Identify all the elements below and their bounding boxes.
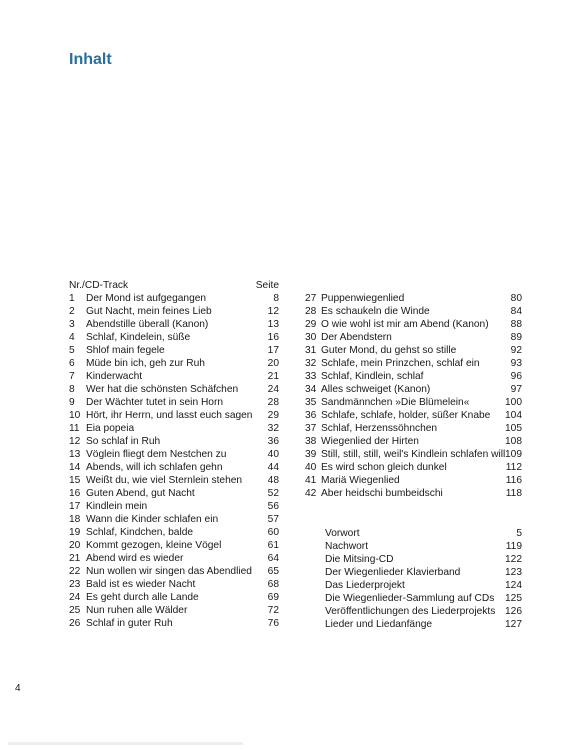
toc-entry-page: 96: [510, 371, 522, 382]
toc-entry-page: 36: [267, 436, 279, 447]
toc-entry: [305, 605, 522, 618]
toc-entry: [305, 540, 522, 553]
toc-entry-page: 12: [267, 306, 279, 317]
toc-entry-number: 1: [69, 293, 75, 304]
toc-entry-title: Alles schweiget (Kanon): [321, 384, 431, 395]
toc-entry-title: Schlafe, schlafe, holder, süßer Knabe: [321, 410, 491, 421]
toc-entry-number: 18: [69, 514, 81, 525]
toc-entry-title: Kommt gezogen, kleine Vögel: [86, 540, 222, 551]
toc-entry-number: 39: [305, 449, 317, 460]
toc-entry-title: Guten Abend, gut Nacht: [86, 488, 195, 499]
toc-entry-page: 108: [505, 436, 522, 447]
toc-entry-number: 38: [305, 436, 317, 447]
toc-entry-title: Wer hat die schönsten Schäfchen: [86, 384, 239, 395]
toc-entry: [69, 578, 279, 591]
toc-entry-number: 36: [305, 410, 317, 421]
toc-entry-page: 21: [267, 371, 279, 382]
toc-entry-page: 48: [267, 475, 279, 486]
toc-entry: [305, 292, 522, 305]
toc-entry-page: 57: [267, 514, 279, 525]
toc-entry: [69, 552, 279, 565]
toc-entry: [69, 500, 279, 513]
toc-entry-page: 100: [505, 397, 522, 408]
toc-entry-title: Wiegenlied der Hirten: [321, 436, 419, 447]
toc-entry-page: 24: [267, 384, 279, 395]
toc-entry-number: 26: [69, 618, 81, 629]
toc-entry: [69, 617, 279, 630]
toc-entry: [305, 331, 522, 344]
toc-entry-number: 20: [69, 540, 81, 551]
toc-entry-title: Nun wollen wir singen das Abendlied: [86, 566, 252, 577]
toc-entry-number: 2: [69, 306, 75, 317]
toc-entry: [69, 474, 279, 487]
toc-entry: [69, 591, 279, 604]
toc-entry-number: 16: [69, 488, 81, 499]
toc-entry-title: O wie wohl ist mir am Abend (Kanon): [321, 319, 489, 330]
toc-entry: [69, 604, 279, 617]
toc-entry-title: Es geht durch alle Lande: [86, 592, 199, 603]
toc-entry-page: 29: [267, 410, 279, 421]
toc-entry: [305, 357, 522, 370]
toc-entry-page: 124: [505, 580, 522, 591]
toc-entry: [305, 396, 522, 409]
toc-entry-number: 25: [69, 605, 81, 616]
toc-entry-page: 72: [267, 605, 279, 616]
toc-entry-page: 92: [510, 345, 522, 356]
toc-entry-number: 14: [69, 462, 81, 473]
toc-entry-number: 7: [69, 371, 75, 382]
toc-entry-page: 60: [267, 527, 279, 538]
toc-entry: [69, 422, 279, 435]
toc-entry-page: 116: [505, 475, 522, 486]
toc-entry-title: Die Wiegenlieder-Sammlung auf CDs: [325, 593, 495, 604]
toc-entry-page: 69: [267, 592, 279, 603]
toc-column-appendix: [305, 527, 522, 631]
toc-entry-number: 32: [305, 358, 317, 369]
toc-header-track: Nr./CD-Track: [69, 280, 129, 291]
toc-entry-page: 88: [510, 319, 522, 330]
toc-entry-title: Schlaf, Kindelein, süße: [86, 332, 191, 343]
toc-entry-title: Abendstille überall (Kanon): [86, 319, 209, 330]
toc-column-1: [69, 279, 279, 630]
toc-entry: [69, 383, 279, 396]
toc-entry-number: 22: [69, 566, 81, 577]
toc-entry-title: Aber heidschi bumbeidschi: [321, 488, 443, 499]
toc-entry-page: 104: [505, 410, 522, 421]
toc-entry-title: Puppenwiegenlied: [321, 293, 405, 304]
toc-entry-title: Schlafe, mein Prinzchen, schlaf ein: [321, 358, 480, 369]
toc-header: [69, 279, 279, 292]
toc-entry-number: 4: [69, 332, 75, 343]
toc-entry-title: Die Mitsing-CD: [325, 554, 394, 565]
toc-entry-title: Eia popeia: [86, 423, 135, 434]
toc-entry-number: 24: [69, 592, 81, 603]
toc-entry-page: 40: [267, 449, 279, 460]
toc-entry: [305, 566, 522, 579]
toc-entry: [69, 435, 279, 448]
toc-entry: [69, 305, 279, 318]
toc-entry-number: 37: [305, 423, 317, 434]
toc-entry-title: Kinderwacht: [86, 371, 143, 382]
toc-entry-title: Guter Mond, du gehst so stille: [321, 345, 457, 356]
toc-entry-page: 5: [516, 528, 522, 539]
toc-entry: [305, 527, 522, 540]
toc-entry-number: 15: [69, 475, 81, 486]
toc-entry-number: 8: [69, 384, 75, 395]
toc-entry: [305, 474, 522, 487]
toc-entry: [305, 305, 522, 318]
toc-entry: [69, 513, 279, 526]
toc-entry: [305, 409, 522, 422]
toc-entry-title: Veröffentlichungen des Liederprojekts: [325, 606, 496, 617]
toc-entry: [69, 292, 279, 305]
toc-entry-page: 44: [267, 462, 279, 473]
toc-entry-title: Vorwort: [325, 528, 360, 539]
toc-entry-page: 127: [505, 619, 522, 630]
toc-entry: [305, 435, 522, 448]
toc-entry-title: Kindlein mein: [86, 501, 148, 512]
toc-entry-title: Der Mond ist aufgegangen: [86, 293, 207, 304]
toc-entry-page: 118: [505, 488, 522, 499]
toc-entry-number: 33: [305, 371, 317, 382]
toc-entry-page: 109: [505, 449, 522, 460]
toc-entry-page: 80: [510, 293, 522, 304]
toc-entry-page: 93: [510, 358, 522, 369]
toc-entry-page: 20: [267, 358, 279, 369]
toc-entry: [305, 318, 522, 331]
toc-entry-number: 19: [69, 527, 81, 538]
toc-entry-number: 23: [69, 579, 81, 590]
toc-entry: [69, 344, 279, 357]
toc-entry-number: 5: [69, 345, 75, 356]
toc-entry-number: 41: [305, 475, 317, 486]
toc-entry-title: Weißt du, wie viel Sternlein stehen: [86, 475, 243, 486]
toc-entry-number: 35: [305, 397, 317, 408]
toc-entry: [69, 396, 279, 409]
toc-entry-number: 13: [69, 449, 81, 460]
toc-entry-page: 126: [505, 606, 522, 617]
toc-entry-number: 9: [69, 397, 75, 408]
toc-entry: [69, 318, 279, 331]
toc-entry: [305, 553, 522, 566]
toc-entry-title: Shlof main fegele: [86, 345, 165, 356]
toc-entry-title: Nun ruhen alle Wälder: [86, 605, 188, 616]
toc-entry-title: Müde bin ich, geh zur Ruh: [86, 358, 205, 369]
toc-entry: [69, 357, 279, 370]
toc-entry-number: 12: [69, 436, 81, 447]
toc-entry-title: Vöglein fliegt dem Nestchen zu: [86, 449, 227, 460]
page-title: Inhalt: [69, 51, 112, 68]
toc-entry-page: 56: [267, 501, 279, 512]
toc-entry: [69, 487, 279, 500]
toc-entry-page: 65: [267, 566, 279, 577]
toc-entry-page: 52: [267, 488, 279, 499]
toc-entry-title: Schlaf, Herzenssöhnchen: [321, 423, 438, 434]
toc-entry-title: Wann die Kinder schlafen ein: [86, 514, 219, 525]
toc-entry-title: Es schaukeln die Winde: [321, 306, 430, 317]
toc-entry-page: 84: [510, 306, 522, 317]
toc-entry-number: 27: [305, 293, 317, 304]
toc-entry: [69, 539, 279, 552]
toc-entry-title: So schlaf in Ruh: [86, 436, 161, 447]
toc-entry: [305, 344, 522, 357]
toc-entry-page: 97: [510, 384, 522, 395]
toc-entry-number: 6: [69, 358, 75, 369]
toc-entry-page: 105: [505, 423, 522, 434]
toc-entry-page: 122: [505, 554, 522, 565]
toc-entry-title: Mariä Wiegenlied: [321, 475, 400, 486]
toc-entry-number: 11: [69, 423, 80, 434]
toc-entry-number: 30: [305, 332, 317, 343]
toc-entry-title: Der Abendstern: [321, 332, 392, 343]
toc-entry-page: 61: [267, 540, 279, 551]
toc-entry-title: Gut Nacht, mein feines Lieb: [86, 306, 212, 317]
toc-entry-number: 3: [69, 319, 75, 330]
toc-entry: [305, 448, 522, 461]
toc-entry-title: Nachwort: [325, 541, 369, 552]
toc-entry-page: 123: [505, 567, 522, 578]
toc-entry: [305, 461, 522, 474]
toc-entry-title: Der Wiegenlieder Klavierband: [325, 567, 461, 578]
toc-entry-title: Das Liederprojekt: [325, 580, 405, 591]
toc-entry: [69, 448, 279, 461]
toc-entry-number: 29: [305, 319, 317, 330]
toc-column-2: [305, 292, 522, 500]
toc-entry-page: 112: [505, 462, 522, 473]
toc-entry-title: Der Wächter tutet in sein Horn: [86, 397, 224, 408]
toc-entry-number: 28: [305, 306, 317, 317]
toc-entry-page: 76: [267, 618, 279, 629]
toc-entry: [305, 579, 522, 592]
toc-entry-number: 42: [305, 488, 317, 499]
toc-entry: [69, 370, 279, 383]
toc-entry-page: 68: [267, 579, 279, 590]
toc-entry: [305, 370, 522, 383]
toc-entry-page: 89: [510, 332, 522, 343]
toc-entry-title: Abend wird es wieder: [86, 553, 184, 564]
toc-entry: [69, 461, 279, 474]
toc-entry: [69, 331, 279, 344]
toc-entry-title: Es wird schon gleich dunkel: [321, 462, 447, 473]
toc-entry-page: 16: [267, 332, 279, 343]
toc-entry-title: Bald ist es wieder Nacht: [86, 579, 196, 590]
toc-entry-number: 40: [305, 462, 317, 473]
toc-entry: [69, 409, 279, 422]
toc-entry-page: 32: [267, 423, 279, 434]
toc-entry-title: Schlaf, Kindlein, schlaf: [321, 371, 424, 382]
toc-entry-number: 17: [69, 501, 81, 512]
toc-entry: [69, 526, 279, 539]
toc-entry-page: 8: [273, 293, 279, 304]
toc-entry-number: 21: [69, 553, 81, 564]
toc-entry-title: Sandmännchen »Die Blümelein«: [321, 397, 470, 408]
toc-entry-title: Schlaf in guter Ruh: [86, 618, 173, 629]
toc-entry: [305, 592, 522, 605]
toc-entry: [305, 383, 522, 396]
toc-entry-page: 13: [267, 319, 279, 330]
toc-entry-title: Schlaf, Kindchen, balde: [86, 527, 194, 538]
toc-entry: [69, 565, 279, 578]
toc-entry-page: 64: [267, 553, 279, 564]
page-number: 4: [15, 683, 21, 694]
toc-entry-title: Hört, ihr Herrn, und lasst euch sagen: [86, 410, 253, 421]
toc-entry-page: 125: [505, 593, 522, 604]
footer-rule: [8, 742, 243, 745]
toc-entry-title: Still, still, still, weil's Kindlein schlafen will: [321, 449, 506, 460]
toc-header-page: Seite: [255, 280, 279, 291]
toc-entry-title: Abends, will ich schlafen gehn: [86, 462, 223, 473]
toc-entry-title: Lieder und Liedanfänge: [325, 619, 433, 630]
toc-entry: [305, 618, 522, 631]
toc-entry-number: 10: [69, 410, 81, 421]
toc-entry-page: 17: [267, 345, 279, 356]
toc-entry-page: 119: [505, 541, 522, 552]
toc-entry-number: 34: [305, 384, 317, 395]
toc-entry-page: 28: [267, 397, 279, 408]
toc-entry-number: 31: [305, 345, 317, 356]
toc-entry: [305, 422, 522, 435]
toc-entry: [305, 487, 522, 500]
